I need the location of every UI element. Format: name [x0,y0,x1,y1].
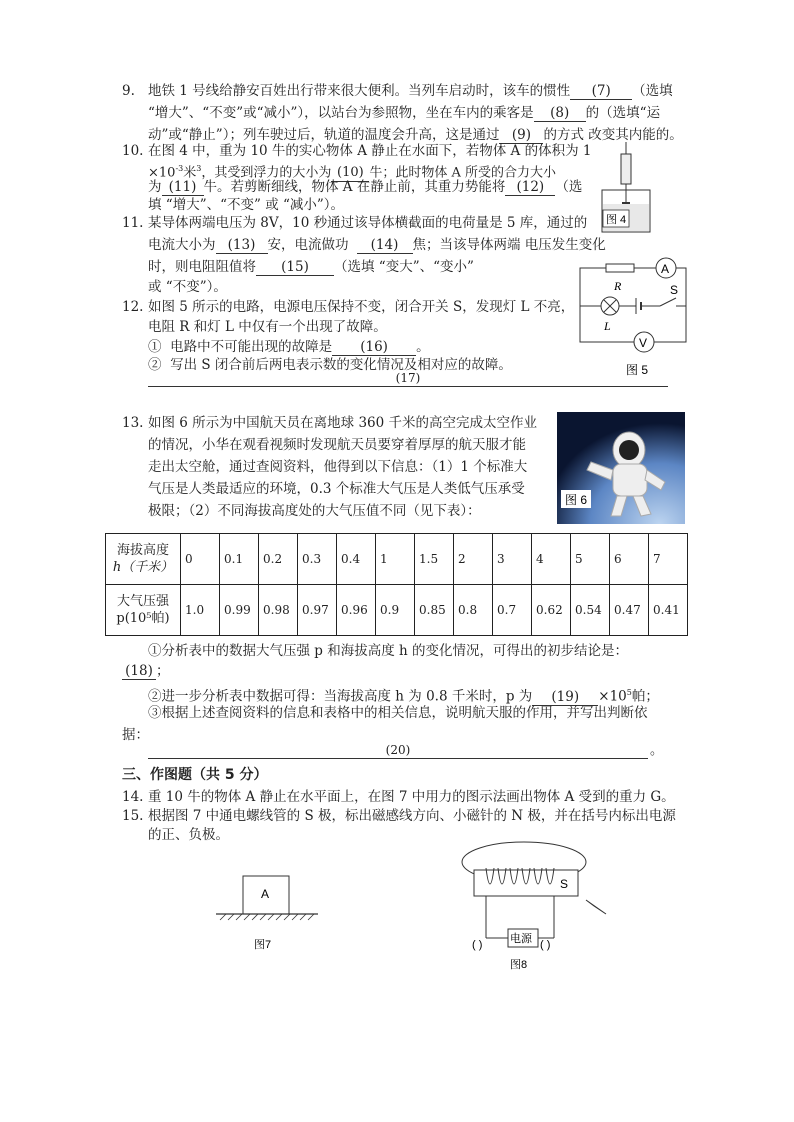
q13-period: 。 [650,743,664,758]
pressure-cell: 0.99 [220,585,259,636]
figure-4-label: 图 4 [606,214,627,226]
pressure-cell: 0.96 [337,585,376,636]
question-12-line2: 电阻 R 和灯 L 中仅有一个出现了故障。 [148,319,387,335]
blank-9[interactable]: (9) [499,127,543,144]
pressure-cell: 0.9 [376,585,415,636]
question-13-sub1: ①分析表中的数据大气压强 p 和海拔高度 h 的变化情况，可得出的初步结论是： [148,643,629,659]
table-row-height [106,534,688,585]
question-11-line3: 时，则电阻阻值将 (15) （选填 “变大”、“变小” [148,259,474,275]
height-cell: 4 [532,534,571,585]
blank-15[interactable]: (15) [256,259,334,276]
astronaut-visor [619,440,639,460]
section-3-title: 三、作图题（共 5 分） [122,767,268,783]
pressure-cell: 0.97 [298,585,337,636]
ammeter-label: A [661,262,670,276]
compass-needle [586,900,606,914]
figure-6-astronaut-photo [557,412,685,524]
altitude-pressure-table [105,533,688,636]
question-13-sub1-answer: (18) ； [122,660,170,682]
question-13-line4: 气压是人类最适应的环境，0.3 个标准大气压是人类低气压承受 [148,481,525,497]
height-cell: 1.5 [415,534,454,585]
pressure-cell: 0.7 [493,585,532,636]
polarity-bracket-right[interactable]: ( ) [540,939,551,951]
figure-7-label: 图7 [254,939,272,951]
question-10-line4: 填 “增大”、“不变” 或 “减小”）。 [148,197,345,213]
switch-s [660,298,676,306]
astronaut-body [613,464,647,496]
question-11-line4: 或 “不变”）。 [148,279,227,295]
lamp-label: L [604,319,611,333]
question-13-line5: 极限；（2）不同海拔高度处的大气压值不同（见下表）： [148,503,481,519]
pressure-cell: 0.54 [571,585,610,636]
question-10: 10. 在图 4 中，重为 10 牛的实心物体 A 静止在水面下，若物体 A 的体积为 1 [122,143,592,159]
blank-7[interactable]: (7) [570,83,632,100]
object-a-label: A [261,887,270,901]
blank-14[interactable]: (14) [357,237,413,254]
ground-hatching [220,914,314,920]
question-number: 9. [122,83,135,99]
question-9: 9. 地铁 1 号线给静安百姓出行带来很大便利。当列车启动时，该车的惯性 (7) （选填 [122,80,673,102]
question-13-line2: 的情况，小华在观看视频时发现航天员要穿着厚厚的航天服才能 [148,437,526,453]
question-13: 13. 如图 6 所示为中国航天员在离地球 360 千米的高空完成太空作业 [122,415,538,431]
question-10-line3: 为 (11) 牛。若剪断细线，物体 A 在静止前，其重力势能将 (12) （选 [148,179,583,195]
height-cell: 6 [610,534,649,585]
blank-16[interactable]: (16) [332,339,416,356]
blank-13[interactable]: (13) [216,237,268,254]
blank-10[interactable]: (10) [331,165,369,182]
question-15-line2: 的正、负极。 [148,827,229,843]
question-13-line3: 走出太空舱，通过查阅资料，他得到以下信息：（1）1 个标准大 [148,459,528,475]
pressure-cell: 0.62 [532,585,571,636]
blank-11[interactable]: (11) [162,179,204,196]
question-13-sub3: ③根据上述查阅资料的信息和表格中的相关信息，说明航天服的作用，并写出判断依 [148,705,648,721]
voltmeter-label: V [639,336,648,350]
blank-17[interactable]: (17) [148,370,668,387]
solenoid-s-pole-label: S [560,877,569,891]
blank-18[interactable]: (18) [122,663,156,680]
polarity-bracket-left[interactable]: ( ) [472,939,483,951]
circuit-wire [580,268,686,342]
question-15: 15. 根据图 7 中通电螺线管的 S 极，标出磁感线方向、小磁针的 N 极，并在括号内标出电源 [122,808,676,824]
figure-4 [596,140,658,236]
resistor-label: R [614,279,622,293]
question-11: 11. 某导体两端电压为 8V，10 秒通过该导体横截面的电荷量是 5 库，通过的 [122,215,588,231]
height-cell: 7 [649,534,688,585]
question-11-line2: 电流大小为 (13) 安，电流做功 (14) 焦；当该导体两端 电压发生变化 [148,237,606,253]
question-9-line2: “增大”、“不变”或“减小”），以站台为参照物，坐在车内的乘客是 (8) 的（选填“运 [148,105,661,121]
power-source-label: 电源 [510,932,532,945]
blank-12[interactable]: (12) [505,179,555,196]
height-cell: 0.1 [220,534,259,585]
pressure-cell: 0.85 [415,585,454,636]
figure-7 [212,870,322,954]
figure-8-label: 图8 [510,959,528,971]
figure-6-label: 图 6 [565,493,588,507]
question-13-sub3-line2: 据： [122,727,149,743]
blank-8[interactable]: (8) [534,105,586,122]
figure-8 [456,838,616,974]
question-12-sub2: ② 写出 S 闭合前后两电表示数的变化情况及相对应的故障。 [148,357,512,373]
question-9-line3: 动”或“静止”）；列车驶过后，轨道的温度会升高，这是通过 (9) 的方式 改变其内能的。 [148,127,683,143]
height-cell: 1 [376,534,415,585]
pressure-cell: 0.8 [454,585,493,636]
question-13-sub2: ②进一步分析表中数据可得：当海拔高度 h 为 0.8 千米时，p 为 $(19) \times 10^5$帕； [148,688,659,705]
question-12: 12. 如图 5 所示的电路，电源电压保持不变，闭合开关 S，发现灯 L 不亮， [122,299,575,315]
pressure-cell: 1.0 [181,585,220,636]
height-cell: 5 [571,534,610,585]
height-cell: 3 [493,534,532,585]
table-header-height: 海拔高度 h（千米） [106,534,181,585]
figure-5-label: 图 5 [626,363,649,377]
question-10-line2: $\times 10^{-3}$米$^3$，其受到浮力的大小为 (10) 牛；此时物体 A 所受的合力大小 [148,164,557,181]
height-cell: 0 [181,534,220,585]
table-row-pressure [106,585,688,636]
switch-label: S [670,283,679,297]
figure-5 [572,256,694,380]
pressure-cell: 0.41 [649,585,688,636]
pressure-cell: 0.98 [259,585,298,636]
height-cell: 0.3 [298,534,337,585]
blank-20[interactable]: (20) [148,742,648,759]
pressure-cell: 0.47 [610,585,649,636]
spring-scale [621,154,631,184]
resistor-r [606,264,634,272]
question-12-sub1: ① 电路中不可能出现的故障是 (16) 。 [148,339,430,355]
height-cell: 0.2 [259,534,298,585]
question-14: 14. 重 10 牛的物体 A 静止在水平面上，在图 7 中用力的图示法画出物体 A 受到的重力 G。 [122,789,675,805]
table-header-pressure: 大气压强 p(10⁵帕) [106,585,181,636]
height-cell: 0.4 [337,534,376,585]
blank-19[interactable]: (19) [532,689,598,706]
height-cell: 2 [454,534,493,585]
